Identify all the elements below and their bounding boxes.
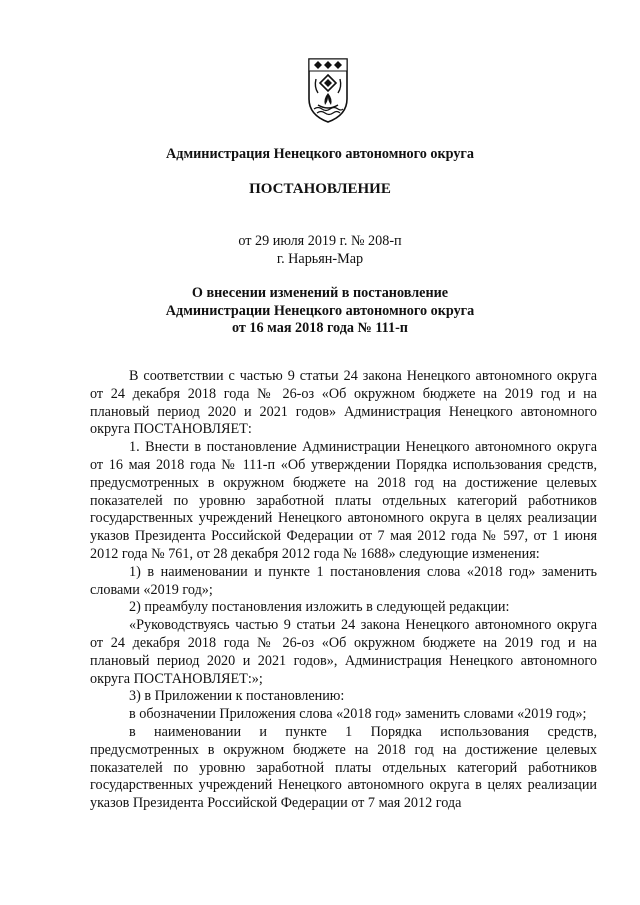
body-paragraph: в наименовании и пункте 1 Порядка использования средств, предусмотренных в окружном бюджете на 2018 год на достижение целевых показателей по уровню заработной платы отдельных категорий работников государственных учреждений Ненецкого автономного округа в целях реализации указов Президента Российской Федерации от 7 мая 2012 года bbox=[90, 723, 597, 812]
subject-line: от 16 мая 2018 года № 111-п bbox=[232, 320, 408, 336]
organization-title: Администрация Ненецкого автономного округа bbox=[166, 146, 474, 162]
document-subject bbox=[0, 285, 640, 338]
document-type: ПОСТАНОВЛЕНИЕ bbox=[249, 181, 391, 197]
coat-of-arms-emblem bbox=[306, 55, 350, 125]
body-paragraph: «Руководствуясь частью 9 статьи 24 закона Ненецкого автономного округа от 24 декабря 2018 года № 26-оз «Об окружном бюджете на 2019 год и на плановый период 2020 и 2021 годов», Администрация Ненецкого автономного округа ПОСТАНОВЛЯЕТ:»; bbox=[90, 617, 597, 687]
body-paragraph: 1) в наименовании и пункте 1 постановления слова «2018 год» заменить словами «2019 год»; bbox=[90, 563, 597, 598]
body-paragraph: 3) в Приложении к постановлению: bbox=[129, 688, 345, 705]
document-date: от 29 июля 2019 г. № 208-п bbox=[238, 233, 402, 249]
body-paragraph: В соответствии с частью 9 статьи 24 закона Ненецкого автономного округа от 24 декабря 2018 года № 26-оз «Об окружном бюджете на 2019 год и на плановый период 2020 и 2021 годов» Администрация Ненецкого автономного округа ПОСТАНОВЛЯЕТ: bbox=[90, 368, 597, 438]
body-paragraph: 1. Внести в постановление Администрации Ненецкого автономного округа от 16 мая 2018 года № 111-п «Об утверждении Порядка использования средств, предусмотренных в окружном бюджете на 2018 год на достижение целевых показателей по уровню заработной платы отдельных категорий работников государственных учреждений Ненецкого автономного округа в целях реализации указов Президента Российской Федерации от 7 мая 2012 года № 597, от 1 июня 2012 года № 761, от 28 декабря 2012 года № 1688» следующие изменения: bbox=[90, 439, 597, 562]
body-paragraph: в обозначении Приложения слова «2018 год» заменить словами «2019 год»; bbox=[129, 706, 587, 723]
document-body bbox=[90, 368, 597, 813]
document-city: г. Нарьян-Мар bbox=[276, 251, 364, 267]
subject-line: О внесении изменений в постановление bbox=[191, 285, 449, 301]
body-paragraph: 2) преамбулу постановления изложить в следующей редакции: bbox=[129, 599, 510, 616]
subject-line: Администрации Ненецкого автономного округа bbox=[165, 302, 475, 319]
